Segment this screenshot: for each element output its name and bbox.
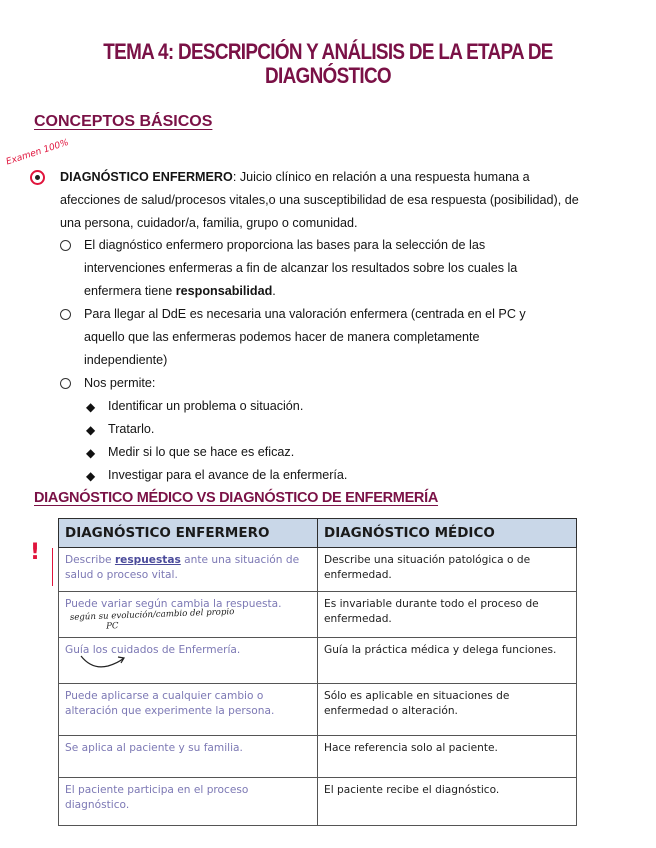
definition-paragraph bbox=[60, 166, 592, 236]
target-bullet-icon bbox=[30, 170, 45, 185]
list-item-line bbox=[84, 280, 594, 303]
table-cell-left: Guía los cuidados de Enfermería. bbox=[59, 638, 318, 684]
section-heading-conceptos: CONCEPTOS BÁSICOS bbox=[34, 113, 213, 130]
margin-note-examen: Examen 100% bbox=[5, 137, 71, 168]
table-cell-right: Hace referencia solo al paciente. bbox=[318, 736, 577, 778]
sub-list-item: Identificar un problema o situación. bbox=[108, 399, 304, 413]
list-item bbox=[84, 372, 594, 395]
list-item-line: aquello que las enfermeras podemos hacer de manera completamente bbox=[84, 330, 480, 345]
circle-bullet-icon bbox=[60, 378, 71, 389]
table-cell-left: El paciente participa en el proceso diagnóstico. bbox=[59, 778, 318, 826]
diamond-bullet-icon: ◆ bbox=[86, 400, 96, 414]
table-row bbox=[59, 778, 577, 826]
page-title-line2: DIAGNÓSTICO bbox=[265, 63, 391, 88]
list-item bbox=[84, 234, 594, 304]
sub-list-item: Medir si lo que se hace es eficaz. bbox=[108, 445, 295, 459]
table-cell-right: Sólo es aplicable en situaciones de enfermedad o alteración. bbox=[318, 684, 577, 736]
handwritten-note-line: PC bbox=[106, 621, 119, 632]
list-item-line: Nos permite: bbox=[84, 376, 156, 390]
page-title-line1: TEMA 4: DESCRIPCIÓN Y ANÁLISIS DE LA ETAPA DE bbox=[103, 39, 553, 64]
column-header-enfermero: DIAGNÓSTICO ENFERMERO bbox=[59, 519, 318, 548]
cell-text: Describe bbox=[65, 554, 115, 566]
sub-list-item: Tratarlo. bbox=[108, 422, 155, 436]
column-header-medico: DIAGNÓSTICO MÉDICO bbox=[318, 519, 577, 548]
margin-red-line bbox=[52, 548, 53, 586]
list-item bbox=[84, 303, 594, 373]
table-cell-left: Puede variar según cambia la respuesta. bbox=[59, 592, 318, 638]
table-row bbox=[59, 684, 577, 736]
list-item-text: . bbox=[272, 284, 276, 299]
cell-text-underlined: respuestas bbox=[114, 554, 181, 566]
circle-bullet-icon bbox=[60, 240, 71, 251]
list-item-text: enfermera tiene bbox=[84, 284, 176, 299]
diamond-bullet-icon: ◆ bbox=[86, 423, 96, 437]
list-item-line: independiente) bbox=[84, 353, 168, 368]
table-cell-left bbox=[59, 548, 318, 592]
table-header-row bbox=[59, 519, 577, 548]
table-row bbox=[59, 548, 577, 592]
diamond-bullet-icon: ◆ bbox=[86, 469, 96, 483]
section-heading-comparacion: DIAGNÓSTICO MÉDICO VS DIAGNÓSTICO DE ENFERMERÍA bbox=[34, 490, 439, 506]
diamond-bullet-icon: ◆ bbox=[86, 446, 96, 460]
table-cell-left: Se aplica al paciente y su familia. bbox=[59, 736, 318, 778]
comparison-table bbox=[58, 518, 577, 826]
table-cell-right: Describe una situación patológica o de enfermedad. bbox=[318, 548, 577, 592]
handwritten-note-line: según su evolución/cambio del propio bbox=[69, 607, 235, 623]
circle-bullet-icon bbox=[60, 309, 71, 320]
table-row bbox=[59, 638, 577, 684]
table-row bbox=[59, 736, 577, 778]
emphasis-responsabilidad: responsabilidad bbox=[175, 284, 273, 299]
margin-exclamation-mark: ! bbox=[30, 540, 41, 565]
handwritten-arrow-icon bbox=[78, 652, 128, 672]
table-cell-right: Es invariable durante todo el proceso de enfermedad. bbox=[318, 592, 577, 638]
list-item-line: Para llegar al DdE es necesaria una valoración enfermera (centrada en el PC y bbox=[84, 307, 526, 321]
list-item-line: intervenciones enfermeras a fin de alcanzar los resultados sobre los cuales la bbox=[84, 261, 518, 276]
table-cell-left: Puede aplicarse a cualquier cambio o alteración que experimente la persona. bbox=[59, 684, 318, 736]
page-title bbox=[80, 40, 575, 88]
table-cell-right: Guía la práctica médica y delega funciones. bbox=[318, 638, 577, 684]
cell-text: ante una situación de salud o proceso vital. bbox=[65, 554, 300, 581]
table-cell-right: El paciente recibe el diagnóstico. bbox=[318, 778, 577, 826]
definition-term: DIAGNÓSTICO ENFERMERO bbox=[60, 170, 233, 184]
sub-list-item: Investigar para el avance de la enfermería. bbox=[108, 468, 348, 482]
list-item-line: El diagnóstico enfermero proporciona las bases para la selección de las bbox=[84, 238, 486, 252]
definition-text: : Juicio clínico en relación a una respuesta humana a afecciones de salud/procesos vitales,o una susceptibilidad de esa respuesta (posibilidad), de una persona, cuidador/a, familia, grupo o comunidad. bbox=[60, 170, 579, 231]
